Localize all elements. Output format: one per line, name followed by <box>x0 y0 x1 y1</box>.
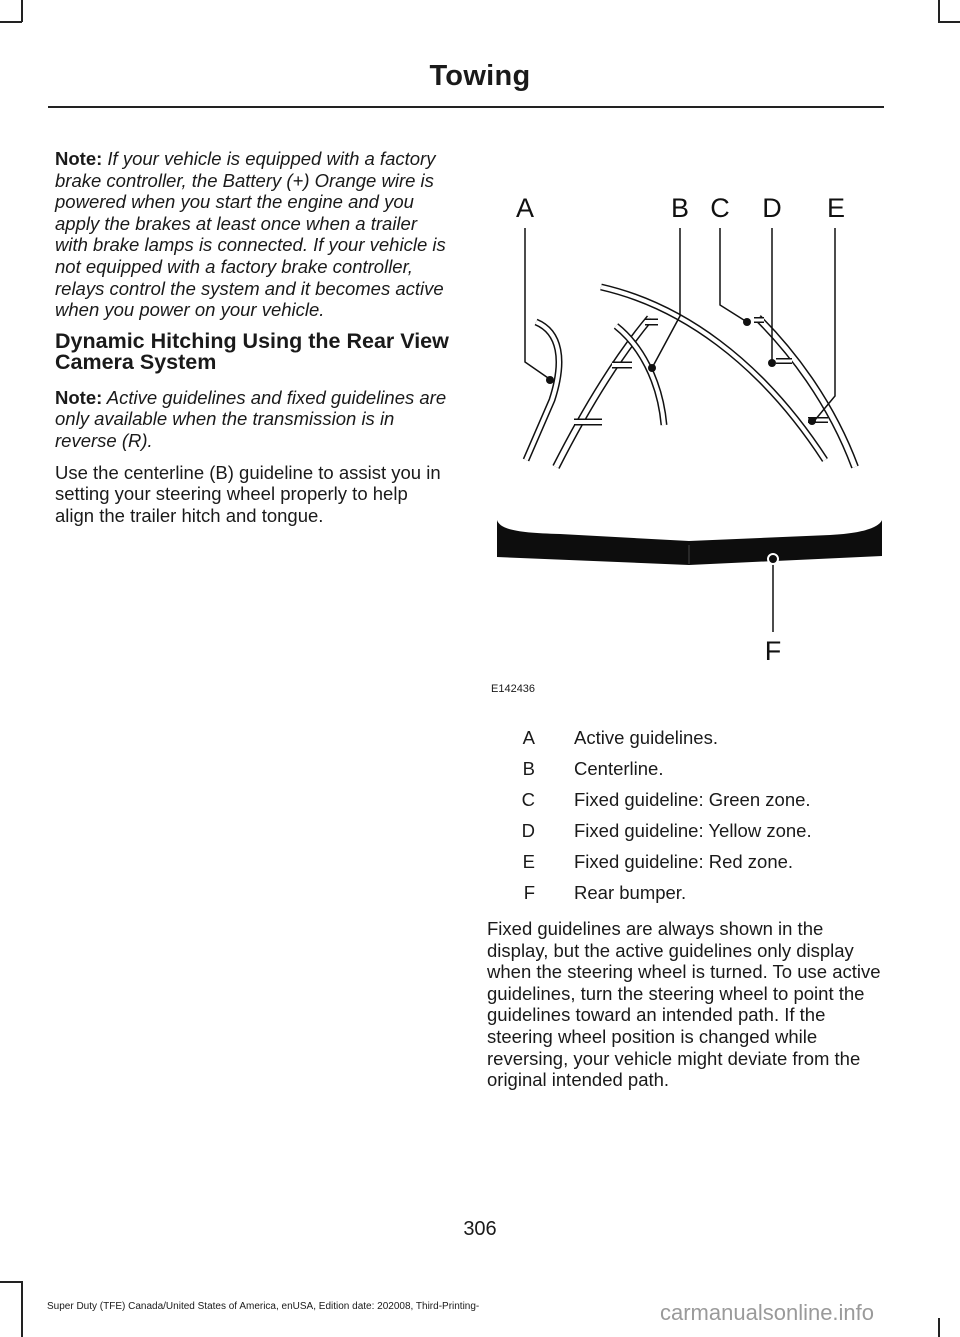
callout-dot-c <box>743 318 751 326</box>
right-column <box>487 918 882 1101</box>
leader-line-b <box>652 228 680 368</box>
callout-label-b: B <box>670 193 690 223</box>
legend-key: A <box>522 726 535 748</box>
crop-mark <box>21 1281 23 1337</box>
legend-text: Fixed guideline: Red zone. <box>574 850 794 872</box>
legend-text: Active guidelines. <box>574 726 718 748</box>
fixed-guideline-left <box>556 318 658 467</box>
active-guideline-a <box>526 322 559 460</box>
callout-label-a: A <box>515 193 535 223</box>
paragraph-centerline: Use the centerline (B) guideline to assist you in setting your steering wheel properly to help align the trailer hitch and tongue. <box>55 461 441 526</box>
watermark: carmanualsonline.info <box>660 1300 875 1325</box>
legend-row <box>487 753 882 784</box>
page-number: 306 <box>463 1218 497 1240</box>
callout-label-d: D <box>762 193 782 223</box>
legend-row <box>487 784 882 815</box>
callout-label-c: C <box>710 193 730 223</box>
callout-dot-e <box>808 417 816 425</box>
callout-dot-d <box>768 359 776 367</box>
crop-mark <box>0 1281 22 1283</box>
centerline-b <box>616 326 664 425</box>
legend-key: F <box>523 881 535 903</box>
note-text: Active guidelines and fixed guidelines are only available when the transmission is in reverse (R). <box>55 386 447 451</box>
legend-row <box>487 877 882 908</box>
legend-text: Fixed guideline: Yellow zone. <box>574 819 812 841</box>
legend-row <box>487 722 882 753</box>
leader-line-a <box>525 228 551 380</box>
page-title: Towing <box>429 60 531 92</box>
section-heading: Dynamic Hitching Using the Rear View Camera System <box>55 328 449 374</box>
footer-edition: Super Duty (TFE) Canada/United States of America, enUSA, Edition date: 202008, Third-Printing- <box>47 1301 480 1312</box>
note-label: Note: <box>55 386 103 408</box>
note-label: Note: <box>55 148 103 169</box>
legend-text: Fixed guideline: Green zone. <box>574 788 811 810</box>
figure-id: E142436 <box>491 683 536 695</box>
legend-key: D <box>521 819 535 841</box>
legend-key: B <box>522 757 535 779</box>
legend-row <box>487 815 882 846</box>
legend-key: E <box>522 850 535 872</box>
callout-dot-b <box>648 364 656 372</box>
paragraph-fixed-guidelines: Fixed guidelines are always shown in the display, but the active guidelines only display when the steering wheel is turned. To use active guidelines, turn the steering wheel to point the guidelines toward an intended path. If the steering wheel position is changed while reversing, your vehicle might deviate from the original intended path. <box>487 918 881 1091</box>
callout-label-f: F <box>764 636 782 666</box>
callout-dot-a <box>546 376 554 384</box>
figure-legend <box>487 722 882 908</box>
note-text: If your vehicle is equipped with a factory brake controller, the Battery (+) Orange wire is powered when you start the engine and you apply the brakes at least once when a trailer with brake lamps is connected. If your vehicle is not equipped with a factory brake controller, relays control the system and it becomes active when you power on your vehicle. <box>55 148 446 321</box>
crop-mark <box>938 1318 940 1337</box>
legend-key: C <box>521 788 535 810</box>
callout-label-e: E <box>826 193 846 223</box>
leader-line-c <box>720 228 747 322</box>
legend-text: Centerline. <box>574 757 664 779</box>
callout-dot-f <box>768 554 778 564</box>
outer-arc <box>601 287 825 460</box>
legend-row <box>487 846 882 877</box>
legend-text: Rear bumper. <box>574 881 687 903</box>
